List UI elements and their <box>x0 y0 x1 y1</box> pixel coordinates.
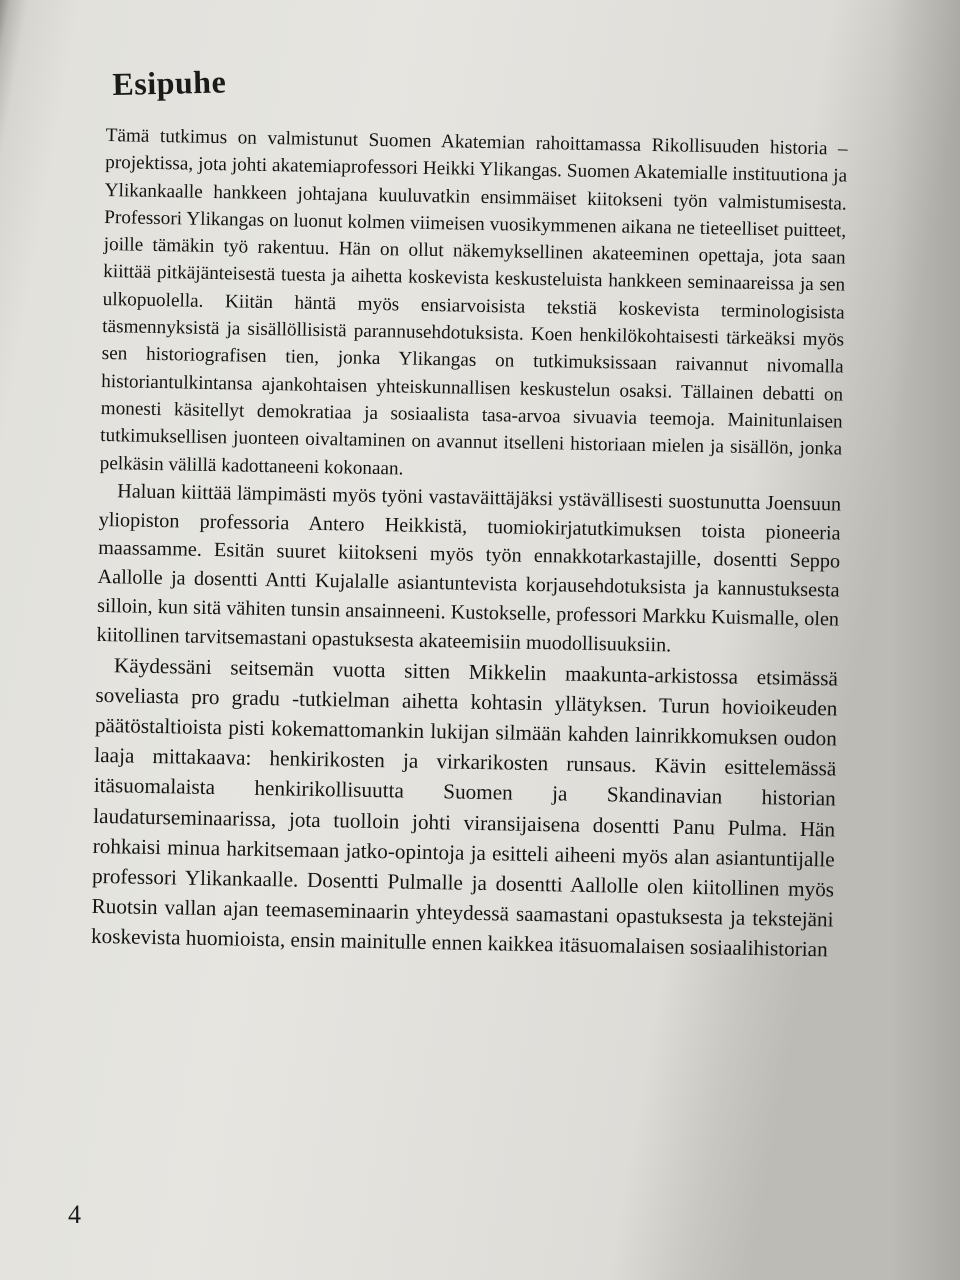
paragraph-3: Käydessäni seitsemän vuotta sitten Mikkelin maakunta-arkistossa etsimässä soveliasta pro gradu -tutkielman aihetta kohtasin yllätyksen. Turun hovioikeuden päätöstaltioista pisti kokemattomankin lukijan silmään kahden lainrikkomuksen oudon laaja mittakaava: henkirikosten ja virkarikosten runsaus. Kävin esittelemässä itäsuomalaista henkirikollisuutta Suomen ja Skandinavian historian laudaturseminaarissa, jota tuolloin johti viransijaisena dosentti Panu Pulma. Hän rohkaisi minua harkitsemaan jatko-opintoja ja esitteli aiheeni myös alan asiantuntijalle professori Ylikankaalle. Dosentti Pulmalle ja dosentti Aallolle olen kiitollinen myös Ruotsin vallan ajan teemaseminaarin yhteydessä saamastani opastuksesta ja tekstejäni koskevista huomioista, ensin mainitulle ennen kaikkea itäsuomalaisen sosiaalihistorian <box>90 652 839 962</box>
body-text <box>91 122 848 965</box>
page-number: 4 <box>68 1200 81 1229</box>
chapter-heading: Esipuhe <box>112 63 227 102</box>
paragraph-1: Tämä tutkimus on valmistunut Suomen Akatemian rahoittamassa Rikollisuuden historia –projektissa, jota johti akatemiaprofessori Heikki Ylikangas. Suomen Akatemialle instituutiona ja Ylikankaalle hankkeen johtajana kuuluvatkin ensimmäiset kiitokseni työn valmistumisesta. Professori Ylikangas on luonut kolmen viimeisen vuosikymmenen aikana ne tieteelliset puitteet, joille tämäkin työ rakentuu. Hän on ollut näkemyksellinen akateeminen opettaja, jota saan kiittää pitkäjänteisestä tuesta ja aihetta koskevista keskusteluista hankkeen seminaareissa ja sen ulkopuolella. Kiitän häntä myös ensiarvoisista tekstiä koskevista terminologisista täsmennyksistä ja sisällöllisistä parannusehdotuksista. Koen henkilökohtaisesti tärkeäksi myös sen historiografisen tien, jonka Ylikangas on tutkimuksissaan raivannut nivomalla historiantulkintansa ajankohtaisen yhteiskunnallisen keskustelun osaksi. Tällainen debatti on monesti käsitellyt demokratiaa ja sosiaalista tasa-arvoa sivuavia teemoja. Mainitunlaisen tutkimuksellisen juonteen oivaltaminen on avannut itselleni historiaan mielen ja sisällön, jonka pelkäsin välillä kadottaneeni kokonaan. <box>99 124 848 480</box>
paragraph-2: Haluan kiittää lämpimästi myös työni vastaväittäjäksi ystävällisesti suostunutta Joensuun yliopiston professoria Antero Heikkistä, tuomiokirjatutkimuksen toista pioneeria maassamme. Esitän suuret kiitokseni myös työn ennakkotarkastajille, dosentti Seppo Aallolle ja dosentti Antti Kujalalle asiantuntevista korjausehdotuksista ja kannustuksesta silloin, kun sitä vähiten tunsin ansainneeni. Kustokselle, professori Markku Kuismalle, olen kiitollinen tarvitsemastani opastuksesta akateemisiin muodollisuuksiin. <box>96 480 842 657</box>
